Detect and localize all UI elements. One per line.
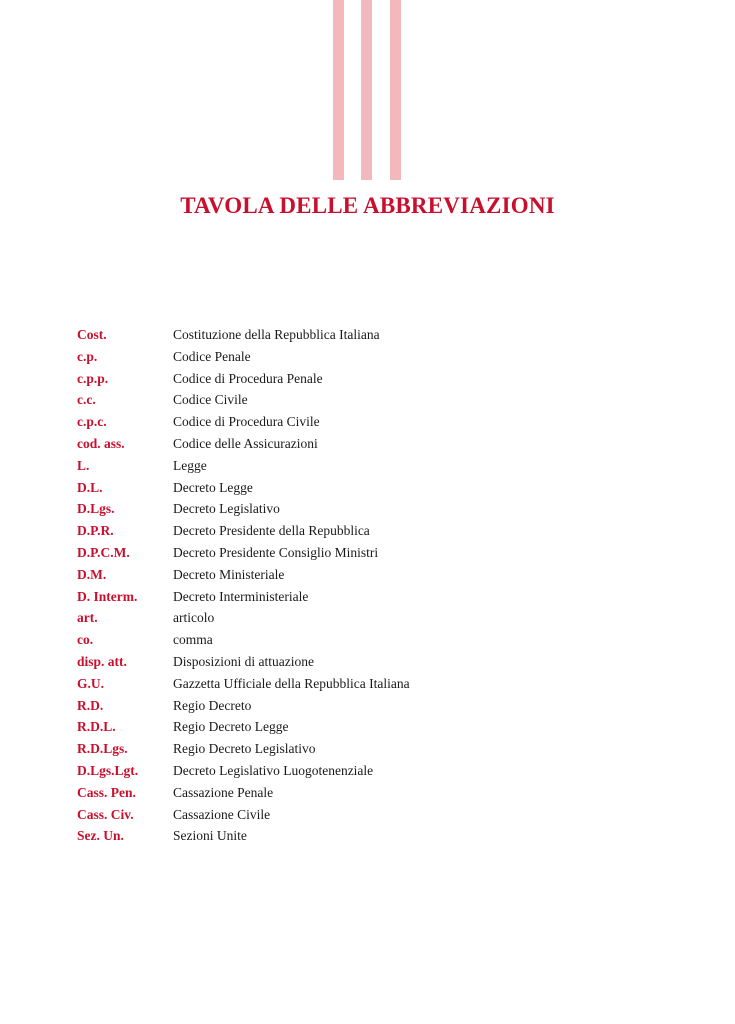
- abbreviation-row: [77, 825, 637, 847]
- abbreviation-key: Cass. Civ.: [77, 806, 134, 822]
- abbreviation-value: Cassazione Civile: [173, 806, 271, 822]
- abbreviation-key: L.: [77, 457, 90, 473]
- abbreviation-key: D.L.: [77, 479, 103, 495]
- abbreviation-key: D.P.R.: [77, 523, 114, 539]
- page-title: TAVOLA DELLE ABBREVIAZIONI: [180, 193, 555, 218]
- abbreviation-key: D.Lgs.: [77, 501, 115, 517]
- abbreviation-row: [77, 629, 637, 651]
- abbreviation-value: Disposizioni di attuazione: [173, 653, 314, 669]
- abbreviation-row: [77, 477, 637, 499]
- abbreviation-value: articolo: [173, 610, 215, 626]
- abbreviation-key: D.Lgs.Lgt.: [77, 762, 139, 778]
- decorative-stripes: [333, 0, 405, 180]
- abbreviation-value: Regio Decreto Legge: [173, 719, 289, 735]
- abbreviation-key: c.p.p.: [77, 370, 109, 386]
- abbreviation-value: Decreto Presidente della Repubblica: [173, 523, 370, 539]
- stripe-middle: [361, 0, 372, 180]
- abbreviation-row: [77, 455, 637, 477]
- abbreviation-list: [77, 324, 637, 847]
- abbreviation-key: Sez. Un.: [77, 828, 124, 844]
- abbreviation-key: D.M.: [77, 566, 107, 582]
- abbreviation-value: Decreto Ministeriale: [173, 566, 285, 582]
- abbreviation-value: Regio Decreto Legislativo: [173, 741, 316, 757]
- abbreviation-value: Decreto Legislativo: [173, 501, 280, 517]
- stripe-right: [390, 0, 401, 180]
- abbreviation-value: Codice di Procedura Civile: [173, 414, 320, 430]
- abbreviation-value: Decreto Presidente Consiglio Ministri: [173, 544, 379, 560]
- abbreviation-key: cod. ass.: [77, 435, 125, 451]
- abbreviation-row: [77, 368, 637, 390]
- abbreviation-key: art.: [77, 610, 98, 626]
- abbreviation-value: Regio Decreto: [173, 697, 252, 713]
- abbreviation-row: [77, 324, 637, 346]
- abbreviation-value: comma: [173, 632, 213, 648]
- abbreviation-row: [77, 782, 637, 804]
- abbreviation-key: D.P.C.M.: [77, 544, 130, 560]
- abbreviation-value: Codice Penale: [173, 348, 251, 364]
- abbreviation-row: [77, 651, 637, 673]
- abbreviation-row: [77, 564, 637, 586]
- abbreviation-row: [77, 433, 637, 455]
- abbreviation-value: Sezioni Unite: [173, 828, 247, 844]
- abbreviation-key: R.D.L.: [77, 719, 116, 735]
- abbreviation-key: R.D.Lgs.: [77, 741, 128, 757]
- abbreviation-row: [77, 411, 637, 433]
- abbreviation-row: [77, 760, 637, 782]
- abbreviation-row: [77, 804, 637, 826]
- abbreviation-key: Cost.: [77, 327, 107, 342]
- abbreviation-row: [77, 586, 637, 608]
- abbreviation-value: Codice Civile: [173, 392, 248, 408]
- abbreviation-value: Cassazione Penale: [173, 784, 274, 800]
- abbreviation-row: [77, 542, 637, 564]
- abbreviation-row: [77, 389, 637, 411]
- abbreviation-value: Gazzetta Ufficiale della Repubblica Italiana: [173, 675, 410, 691]
- abbreviation-value: Decreto Legge: [173, 479, 253, 495]
- abbreviation-row: [77, 520, 637, 542]
- abbreviation-row: [77, 673, 637, 695]
- abbreviation-key: G.U.: [77, 675, 104, 691]
- abbreviation-value: Codice delle Assicurazioni: [173, 435, 318, 451]
- abbreviation-row: [77, 607, 637, 629]
- abbreviation-value: Legge: [173, 457, 207, 473]
- abbreviation-value: Decreto Interministeriale: [173, 588, 309, 604]
- abbreviation-key: disp. att.: [77, 653, 127, 669]
- abbreviation-key: c.c.: [77, 392, 96, 408]
- abbreviation-row: [77, 346, 637, 368]
- abbreviation-row: [77, 695, 637, 717]
- abbreviation-key: Cass. Pen.: [77, 784, 136, 800]
- abbreviation-value: Decreto Legislativo Luogotenenziale: [173, 762, 374, 778]
- abbreviation-key: R.D.: [77, 697, 104, 713]
- abbreviation-value: Codice di Procedura Penale: [173, 370, 323, 386]
- stripe-left: [333, 0, 344, 180]
- abbreviation-key: c.p.c.: [77, 414, 107, 430]
- abbreviation-row: [77, 738, 637, 760]
- abbreviation-value: Costituzione della Repubblica Italiana: [173, 327, 380, 342]
- abbreviation-key: co.: [77, 632, 94, 648]
- abbreviation-key: D. Interm.: [77, 588, 138, 604]
- abbreviation-row: [77, 716, 637, 738]
- abbreviation-key: c.p.: [77, 348, 98, 364]
- abbreviation-row: [77, 498, 637, 520]
